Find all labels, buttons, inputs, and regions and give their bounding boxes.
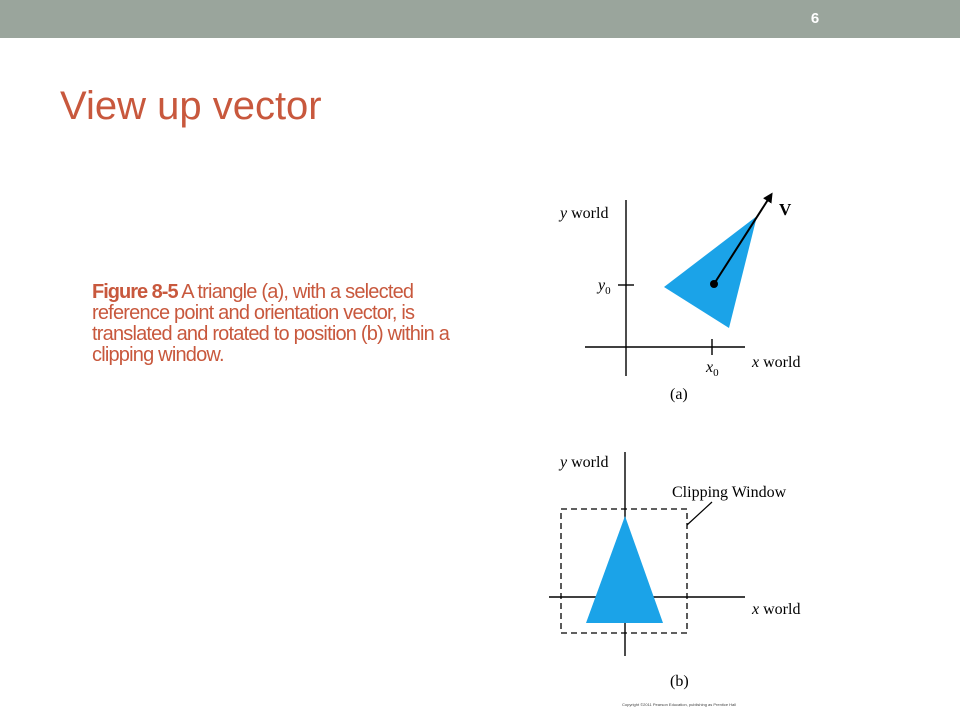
panel-b-x-axis-label: x world xyxy=(752,601,801,618)
panel-a-label: (a) xyxy=(670,386,688,403)
panel-b-y-axis-label: y world xyxy=(560,454,609,471)
panel-a-x-axis-label: x world xyxy=(752,354,801,371)
slide-title: View up vector xyxy=(60,84,322,128)
panel-a-reference-point xyxy=(710,280,718,288)
panel-b-label: (b) xyxy=(670,673,689,690)
panel-b xyxy=(549,452,800,690)
panel-a xyxy=(558,195,800,403)
panel-a-y0-label: $y_0$ xyxy=(598,277,611,297)
panel-a-triangle xyxy=(664,216,757,328)
clipping-window-label: Clipping Window xyxy=(672,484,787,501)
copyright-notice: Copyright ©2011 Pearson Education, publishing as Prentice Hall xyxy=(622,702,737,707)
figure-caption-label: Figure 8-5 xyxy=(92,281,178,303)
panel-a-y-axis-label: y world xyxy=(560,205,609,222)
clipping-window-leader-line xyxy=(687,502,712,525)
figure-caption-text: A triangle (a), with a selected reference point and orientation vector, is translated and rotated to position (b) within a clipping window. xyxy=(92,281,450,366)
slide-number: 6 xyxy=(810,10,820,27)
panel-b-triangle xyxy=(586,516,663,623)
panel-a-x0-label: $x_0$ xyxy=(706,359,719,379)
panel-a-vector-label: V xyxy=(779,200,792,219)
